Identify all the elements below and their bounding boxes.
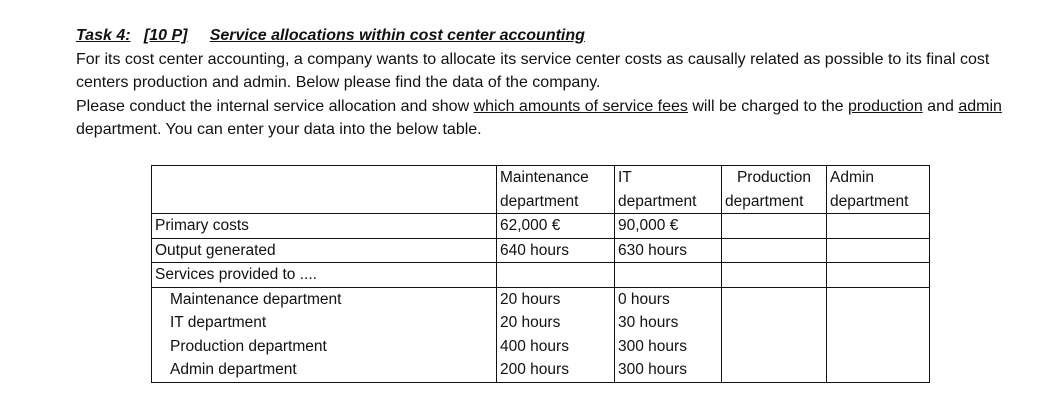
- task-points: [10 P]: [143, 27, 188, 44]
- cell-admin[interactable]: [827, 238, 930, 263]
- cell-maintenance: [497, 263, 615, 288]
- cell-maintenance: 400 hours: [497, 335, 615, 359]
- cell-it: 300 hours: [615, 335, 722, 359]
- cell-it: 30 hours: [615, 311, 722, 335]
- para2-text-c: and: [922, 97, 959, 115]
- cell-production[interactable]: [722, 358, 827, 382]
- header-maintenance-1: Maintenance: [497, 166, 615, 190]
- row-label: Production department: [152, 335, 497, 359]
- cell-admin[interactable]: [827, 263, 930, 288]
- row-label: Maintenance department: [152, 287, 497, 311]
- header-empty-cell: [152, 190, 497, 214]
- cell-admin[interactable]: [827, 287, 930, 311]
- task-label: Task 4:: [76, 27, 131, 44]
- cell-production[interactable]: [722, 263, 827, 288]
- cell-it: 300 hours: [615, 358, 722, 382]
- cell-maintenance: 20 hours: [497, 311, 615, 335]
- row-label: Services provided to ....: [152, 263, 497, 288]
- header-production-1: Production: [722, 166, 827, 190]
- table-row: [152, 238, 930, 263]
- header-it-2: department: [615, 190, 722, 214]
- header-admin-1: Admin: [827, 166, 930, 190]
- cell-maintenance: 20 hours: [497, 287, 615, 311]
- header-it-1: IT: [615, 166, 722, 190]
- header-production-2: department: [722, 190, 827, 214]
- task-title: Service allocations within cost center accounting: [209, 27, 585, 44]
- table-header-row-1: [152, 166, 930, 190]
- cell-production[interactable]: [722, 311, 827, 335]
- task-heading: [76, 24, 1016, 48]
- task-text: [76, 24, 1016, 142]
- table-row: [152, 214, 930, 239]
- para2-text-b: will be charged to the: [687, 97, 848, 115]
- para2-underlined-service-fees: which amounts of service fees: [473, 97, 688, 115]
- cell-production[interactable]: [722, 287, 827, 311]
- task-paragraph-2: [76, 95, 1016, 142]
- header-maintenance-2: department: [497, 190, 615, 214]
- cell-it: 630 hours: [615, 238, 722, 263]
- cell-maintenance: 200 hours: [497, 358, 615, 382]
- cell-it: 0 hours: [615, 287, 722, 311]
- row-label: Admin department: [152, 358, 497, 382]
- table-row: [152, 358, 930, 382]
- cell-it: [615, 263, 722, 288]
- row-label: Primary costs: [152, 214, 497, 239]
- table-row: [152, 263, 930, 288]
- row-label: Output generated: [152, 238, 497, 263]
- table-row: [152, 287, 930, 311]
- cell-maintenance: 640 hours: [497, 238, 615, 263]
- header-empty-cell: [152, 166, 497, 190]
- cell-it: 90,000 €: [615, 214, 722, 239]
- header-admin-2: department: [827, 190, 930, 214]
- cell-admin[interactable]: [827, 214, 930, 239]
- row-label: IT department: [152, 311, 497, 335]
- cell-admin[interactable]: [827, 335, 930, 359]
- table-row: [152, 311, 930, 335]
- cell-maintenance: 62,000 €: [497, 214, 615, 239]
- task-paragraph-1: For its cost center accounting, a company wants to allocate its service center costs as causally related as possible to its final cost centers production and admin. Below please find the data of the company.: [76, 50, 990, 91]
- para2-text-a: Please conduct the internal service allocation and show: [76, 97, 474, 115]
- para2-underlined-production: production: [848, 97, 923, 115]
- para2-text-d: department. You can enter your data into the below table.: [76, 121, 482, 138]
- table-header-row-2: [152, 190, 930, 214]
- cell-production[interactable]: [722, 335, 827, 359]
- para2-underlined-admin: admin: [958, 97, 1002, 115]
- cell-production[interactable]: [722, 238, 827, 263]
- service-allocation-table: [151, 165, 930, 383]
- cell-admin[interactable]: [827, 311, 930, 335]
- cell-production[interactable]: [722, 214, 827, 239]
- cell-admin[interactable]: [827, 358, 930, 382]
- table-row: [152, 335, 930, 359]
